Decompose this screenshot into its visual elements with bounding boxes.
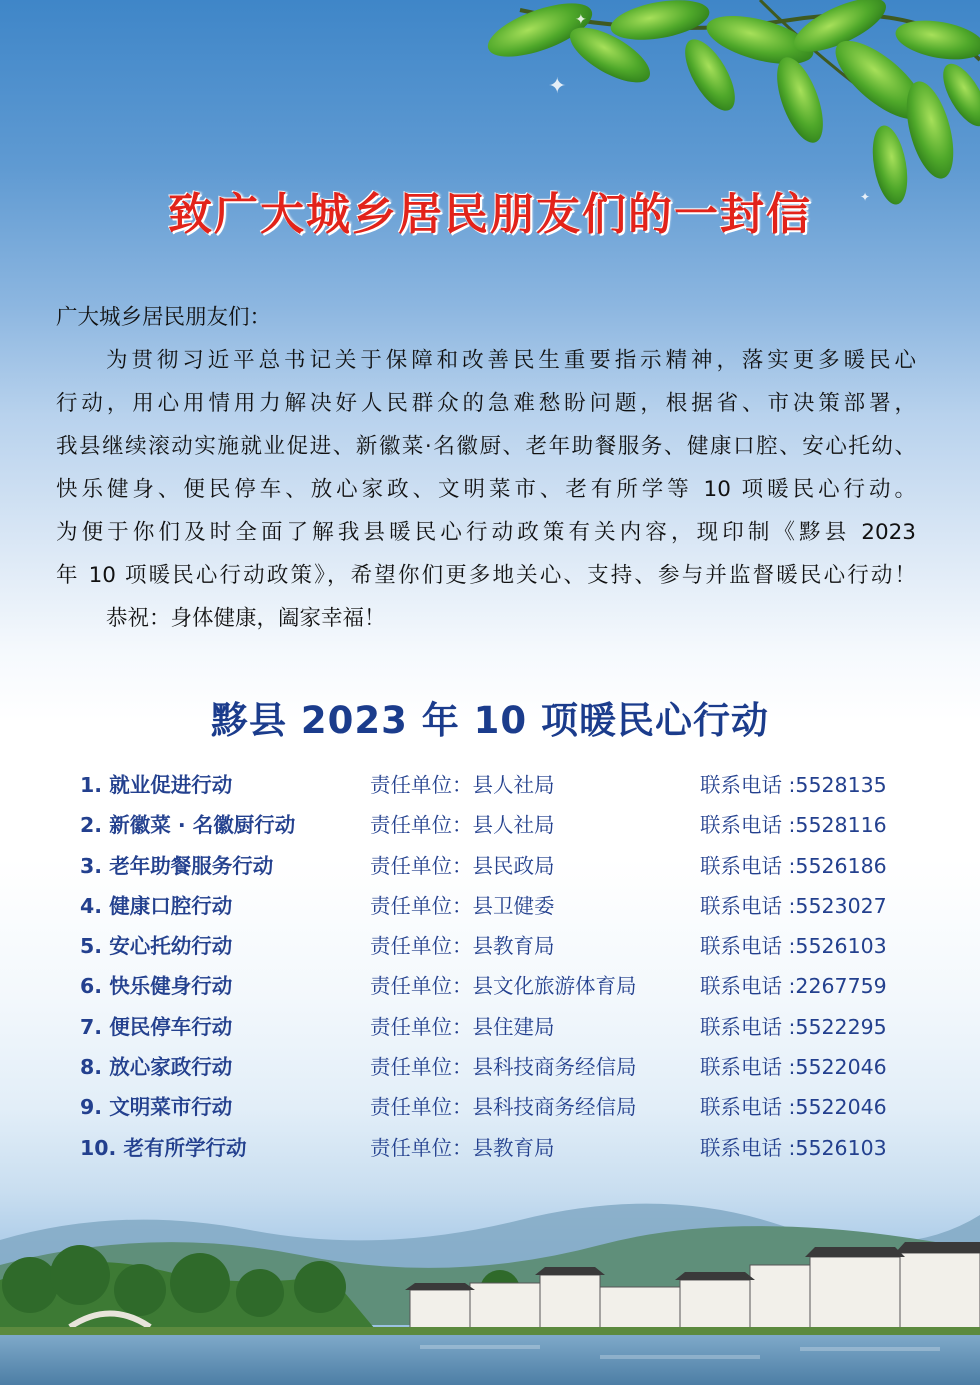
list-item <box>80 965 920 1005</box>
letter-line: 我县继续滚动实施就业促进、新徽菜·名徽厨、老年助餐服务、健康口腔、安心托幼、 <box>56 434 916 459</box>
responsible-unit: 责任单位：县科技商务经信局 <box>370 1055 637 1080</box>
action-name: 1. 就业促进行动 <box>80 773 233 797</box>
action-name: 9. 文明菜市行动 <box>80 1095 233 1120</box>
list-item <box>80 845 920 885</box>
contact-phone: 联系电话 :5526103 <box>700 1135 887 1160</box>
letter-salutation: 广大城乡居民朋友们： <box>56 305 272 330</box>
sparkle-icon: ✦ <box>575 12 587 28</box>
contact-phone: 联系电话 :5526186 <box>700 853 887 878</box>
list-item <box>80 1006 920 1046</box>
responsible-unit: 责任单位：县卫健委 <box>370 893 555 918</box>
responsible-unit: 责任单位：县科技商务经信局 <box>370 1095 637 1120</box>
responsible-unit: 责任单位：县人社局 <box>370 813 555 838</box>
letter-line: 年 10 项暖民心行动政策》，希望你们更多地关心、支持、参与并监督暖民心行动！ <box>56 563 916 588</box>
page-title: 致广大城乡居民朋友们的一封信 <box>168 189 812 240</box>
responsible-unit: 责任单位：县教育局 <box>370 1135 555 1160</box>
responsible-unit: 责任单位：县文化旅游体育局 <box>370 974 637 999</box>
list-item <box>80 885 920 925</box>
contact-phone: 联系电话 :2267759 <box>700 974 887 999</box>
list-item <box>80 925 920 965</box>
letter-line: 快乐健身、便民停车、放心家政、文明菜市、老有所学等 10 项暖民心行动。 <box>56 477 916 502</box>
action-name: 8. 放心家政行动 <box>80 1055 233 1080</box>
letter-closing: 恭祝：身体健康，阖家幸福！ <box>106 606 386 631</box>
letter-line: 为便于你们及时全面了解我县暖民心行动政策有关内容，现印制《黟县 2023 <box>56 520 916 545</box>
list-item <box>80 804 920 844</box>
contact-phone: 联系电话 :5528116 <box>700 813 887 838</box>
actions-title: 黟县 2023 年 10 项暖民心行动 <box>211 699 769 742</box>
contact-phone: 联系电话 :5528135 <box>700 773 887 797</box>
actions-list <box>80 764 920 1167</box>
contact-phone: 联系电话 :5522046 <box>700 1095 887 1120</box>
contact-phone: 联系电话 :5523027 <box>700 893 887 918</box>
letter-line: 行动，用心用情用力解决好人民群众的急难愁盼问题，根据省、市决策部署， <box>56 391 916 416</box>
contact-phone: 联系电话 :5526103 <box>700 934 887 959</box>
action-name: 10. 老有所学行动 <box>80 1135 247 1160</box>
responsible-unit: 责任单位：县住建局 <box>370 1014 555 1039</box>
responsible-unit: 责任单位：县民政局 <box>370 853 555 878</box>
list-item <box>80 764 920 804</box>
action-name: 5. 安心托幼行动 <box>80 934 233 959</box>
responsible-unit: 责任单位：县教育局 <box>370 934 555 959</box>
sparkle-icon: ✦ <box>860 190 871 204</box>
action-name: 2. 新徽菜 · 名徽厨行动 <box>80 813 296 838</box>
contact-phone: 联系电话 :5522295 <box>700 1014 887 1039</box>
list-item <box>80 1127 920 1167</box>
village-landscape-image <box>0 1195 980 1385</box>
list-item <box>80 1046 920 1086</box>
contact-phone: 联系电话 :5522046 <box>700 1055 887 1080</box>
action-name: 6. 快乐健身行动 <box>80 974 233 999</box>
letter-line: 为贯彻习近平总书记关于保障和改善民生重要指示精神，落实更多暖民心 <box>106 348 916 373</box>
action-name: 3. 老年助餐服务行动 <box>80 853 274 878</box>
letter-body <box>56 296 916 640</box>
list-item <box>80 1086 920 1126</box>
sparkle-icon: ✦ <box>548 74 567 99</box>
responsible-unit: 责任单位：县人社局 <box>370 773 555 797</box>
action-name: 7. 便民停车行动 <box>80 1014 233 1039</box>
action-name: 4. 健康口腔行动 <box>80 893 233 918</box>
